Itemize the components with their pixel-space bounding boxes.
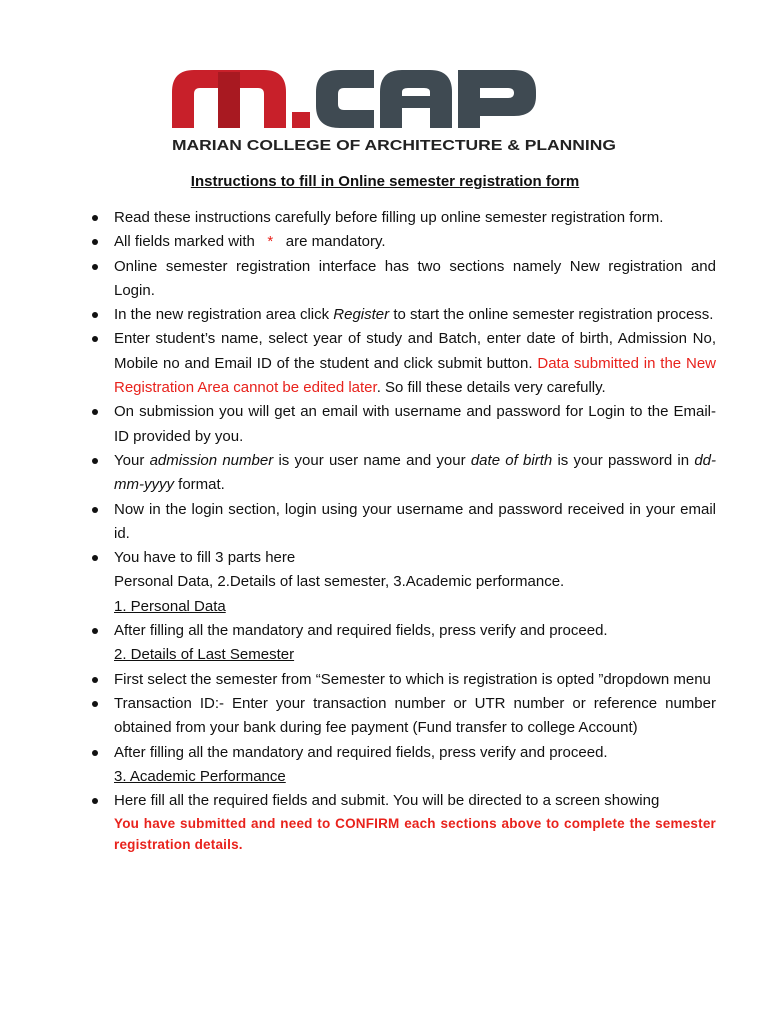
logo-c-shape (316, 70, 374, 128)
list-item (90, 692, 716, 741)
instruction-list (90, 206, 716, 855)
item-text: After filling all the mandatory and required fields, press verify and proceed. (114, 622, 608, 640)
list-item (90, 789, 716, 855)
logo-subtitle: MARIAN COLLEGE OF ARCHITECTURE & PLANNING (172, 137, 616, 154)
list-item (90, 327, 716, 400)
confirm-notice: You have submitted and need to CONFIRM each sections above to complete the semester registration details. (114, 816, 716, 853)
item-text: format. (178, 476, 225, 494)
logo-p-shape (458, 70, 536, 128)
list-item (90, 255, 716, 304)
list-item (90, 546, 716, 570)
item-text: You have to fill 3 parts here (114, 549, 296, 567)
admission-number-emphasis: admission number (149, 451, 274, 469)
parts-line: Personal Data, 2.Details of last semester, 3.Academic performance. (114, 573, 565, 591)
register-emphasis: Register (333, 306, 390, 324)
item-text: Your (114, 451, 145, 469)
item-text: Now in the login section, login using your username and password received in your email id. (114, 500, 716, 542)
warning-text: Data submitted in the New Registration Area cannot be edited later (114, 354, 717, 397)
list-item (90, 619, 716, 643)
section-heading-academic-performance: 3. Academic Performance (114, 767, 286, 785)
list-item (90, 400, 716, 449)
section-heading-personal-data: 1. Personal Data (114, 597, 226, 615)
item-text: On submission you will get an email with username and password for Login to the Email-ID provided by you. (114, 403, 716, 445)
mandatory-asterisk: * (267, 233, 274, 251)
list-item (90, 498, 716, 547)
item-text: is your user name and your (278, 451, 466, 469)
mcap-logo-graphic (168, 62, 618, 158)
list-item (90, 668, 716, 692)
item-text: is your password in (557, 451, 690, 469)
item-text: . So fill these details very carefully. (376, 379, 606, 397)
item-text: to start the online semester registration process. (393, 306, 714, 324)
item-text: In the new registration area click (114, 306, 330, 324)
item-text: Enter student’s name, select year of study and Batch, enter date of birth, Admission No, Mobile no and Email ID of the student and click submit button. (114, 330, 716, 372)
section-heading-last-semester: 2. Details of Last Semester (114, 646, 295, 664)
list-item (90, 741, 716, 765)
college-logo (168, 62, 618, 158)
logo-a-shape (380, 70, 452, 128)
item-text: Online semester registration interface has two sections namely New registration and Login. (114, 257, 716, 299)
list-item (90, 449, 716, 498)
date-format-emphasis: dd-mm-yyyy (114, 451, 717, 494)
logo-m-shade (218, 72, 240, 128)
item-text: Transaction ID:- Enter your transaction number or UTR number or reference number obtained from your bank during fee payment (Fund transfer to college Account) (114, 694, 716, 737)
item-text: All fields marked with (114, 233, 255, 251)
item-text: After filling all the mandatory and required fields, press verify and proceed. (114, 743, 608, 761)
list-item (90, 303, 716, 327)
item-text: Here fill all the required fields and submit. You will be directed to a screen showing (114, 792, 660, 810)
logo-dot (292, 112, 310, 128)
page-title: Instructions to fill in Online semester registration form (190, 173, 580, 190)
item-text: are mandatory. (285, 233, 386, 251)
item-text: Read these instructions carefully before filling up online semester registration form. (114, 209, 664, 226)
date-of-birth-emphasis: date of birth (470, 451, 553, 469)
list-item (90, 206, 716, 230)
list-item (90, 230, 716, 254)
item-text: First select the semester from “Semester to which is registration is opted ”dropdown menu (114, 670, 711, 688)
